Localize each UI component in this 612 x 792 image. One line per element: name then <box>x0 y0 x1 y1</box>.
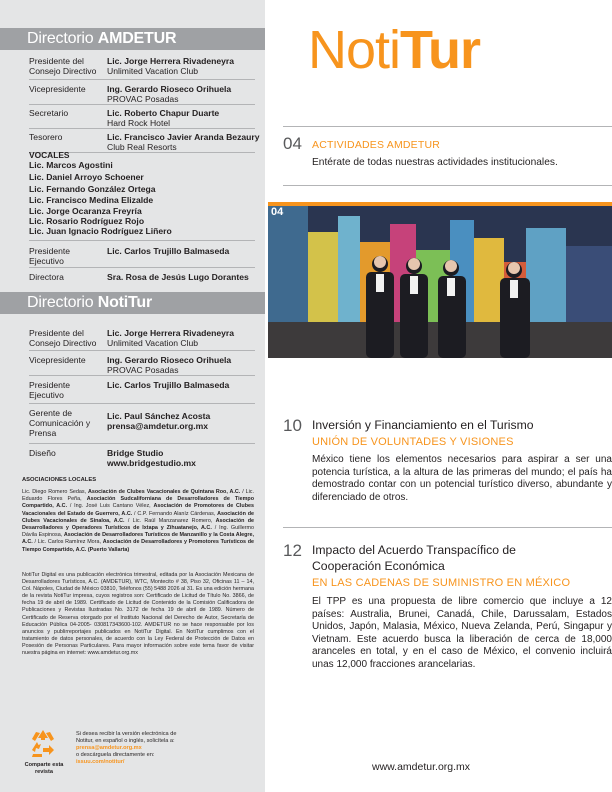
person-name: Bridge Studio <box>107 448 164 458</box>
section-number: 10 <box>283 416 302 435</box>
divider <box>29 79 255 80</box>
legal-notice: NotiTur Digital es una publicación electrónica trimestral, editada por la Asociación Mexicana de Desarrolladores Turísticos, A.C. (AMDETUR), WTC, Montecito # 38, Piso 32, Oficinas 11 – 14, Col. Nápoles, Ciudad de México 03810, Teléfonos (55) 5488 2026 al 31. Es una edición hermana de la revista NotiTur impresa, cuyos registros son: Certificado de Licitud de Título No. 3866, de fecha 19 de abril de 1989. Certificado de Licitud de Contenido de la Comisión Calificadora de Publicaciones y Revistas Ilustradas No. 3172 de fecha 19 de abril de 1989. Número de Certificado de Reserva otorgado por el Instituto Nacional del Derecho de Autor, Secretaría de Educación Pública 04-2005- 030817343600-102. AMDETUR no se hace responsable por los anuncios y publirreportajes publicados en NotiTur Digital. En NotiTur cumplimos con el tratamiento de datos personales, de acuerdo con la Ley Federal de Protección de Datos en Posesión de Personas Particulares. Para mayor información sobre este tema favor de visitar nuestra página en internet: www.amdetur.org.mx <box>22 572 254 657</box>
vocales-heading: VOCALES <box>29 150 70 160</box>
section-title[interactable]: Impacto del Acuerdo Transpacífico de <box>312 543 516 557</box>
amdetur-directory-title: Directorio AMDETUR <box>27 30 177 47</box>
person-name: Lic. Roberto Chapur Duarte <box>107 108 220 118</box>
notitur-directory-band <box>0 292 265 314</box>
section-description: El TPP es una propuesta de libre comercio que incluye a 12 países: Australia, Brunei, Canadá, Chile, Darussalam, Estados Unidos, Japón, Malasia, México, Nueva Zelanda, Perú, Singapur y Vietnam. Este acuerdo busca la liberación de cerca de 18,000 aranceles en total, y en el caso de México, el convenio incluirá unas 12,000 fracciones arancelarias. <box>312 596 612 670</box>
role-label: Directora <box>29 272 64 282</box>
share-label: Comparte esta revista <box>24 762 64 775</box>
vocal-name: Lic. Daniel Arroyo Schoener <box>29 172 144 182</box>
vocal-name: Lic. Francisco Medina Elizalde <box>29 195 154 205</box>
role-label: Gerente de Comunicación y Prensa <box>29 408 91 438</box>
person-name: Lic. Jorge Herrera Rivadeneyra <box>107 56 235 66</box>
vocal-name: Lic. Jorge Ocaranza Freyría <box>29 206 142 216</box>
role-label: Diseño <box>29 448 56 458</box>
directory-column <box>0 0 265 792</box>
role-label: Presidente del Consejo Directivo <box>29 56 97 76</box>
event-photo <box>268 202 612 358</box>
section-description: Entérate de todas nuestras actividades institucionales. <box>312 157 558 168</box>
role-label: Vicepresidente <box>29 84 86 94</box>
subscription-email[interactable]: prensa@amdetur.org.mx <box>76 745 142 751</box>
issuu-link[interactable]: issuu.com/notitur/ <box>76 759 125 765</box>
company-name: Club Real Resorts <box>107 142 177 152</box>
notitur-logo: NotiTur <box>308 20 481 80</box>
divider <box>29 443 255 444</box>
photo-page-number: 04 <box>271 206 284 218</box>
divider <box>29 350 255 351</box>
section-subtitle: EN LAS CADENAS DE SUMINISTRO EN MÉXICO <box>312 577 571 589</box>
role-label: Presidente del Consejo Directivo <box>29 328 97 348</box>
subscription-note: Si desea recibir la versión electrónica de Notitur, en español o inglés, solicítela a: prensa@amdetur.org.mx o descárguela directamente en: issuu.com/notitur/ <box>76 731 177 765</box>
vocal-name: Lic. Fernando González Ortega <box>29 184 156 194</box>
section-number: 04 <box>283 134 302 153</box>
person-name: Ing. Gerardo Rioseco Orihuela <box>107 84 232 94</box>
role-label: Tesorero <box>29 132 63 142</box>
notitur-directory-title: Directorio NotiTur <box>27 294 153 311</box>
recycle-icon <box>28 728 58 758</box>
divider <box>29 375 255 376</box>
person-name: Ing. Gerardo Rioseco Orihuela <box>107 355 232 365</box>
section-number: 12 <box>283 541 302 560</box>
vocal-name: Lic. Juan Ignacio Rodríguez Liñero <box>29 226 172 236</box>
section-title-line2[interactable]: Cooperación Económica <box>312 559 445 573</box>
role-label: Presidente Ejecutivo <box>29 380 71 400</box>
role-label: Secretario <box>29 108 69 118</box>
person-name: Lic. Carlos Trujillo Balmaseda <box>107 246 230 256</box>
design-url: www.bridgestudio.mx <box>107 458 196 468</box>
company-name: Unlimited Vacation Club <box>107 66 199 76</box>
footer-url[interactable]: www.amdetur.org.mx <box>372 761 471 773</box>
vocal-name: Lic. Rosario Rodríguez Rojo <box>29 216 145 226</box>
press-email: prensa@amdetur.org.mx <box>107 421 209 431</box>
section-description: México tiene los elementos necesarios para aspirar a ser una potencia turística, a la altura de las primeras del mundo; el país ha demostrado contar con un potencial turístico diverso, abundante y diferenciado de otros. <box>312 454 612 503</box>
person-name: Sra. Rosa de Jesús Lugo Dorantes <box>107 272 249 282</box>
role-label: Vicepresidente <box>29 355 86 365</box>
divider <box>283 527 612 528</box>
company-name: Unlimited Vacation Club <box>107 338 199 348</box>
associations-heading: ASOCIACIONES LOCALES <box>22 477 97 483</box>
company-name: PROVAC Posadas <box>107 94 179 104</box>
company-name: PROVAC Posadas <box>107 365 179 375</box>
amdetur-directory-band <box>0 28 265 50</box>
person-name: Lic. Francisco Javier Aranda Bezaury <box>107 132 260 142</box>
divider <box>29 128 255 129</box>
section-subtitle: UNIÓN DE VOLUNTADES Y VISIONES <box>312 436 514 448</box>
vocal-name: Lic. Marcos Agostini <box>29 160 113 170</box>
company-name: Hard Rock Hotel <box>107 118 171 128</box>
section-title-link[interactable]: ACTIVIDADES AMDETUR <box>312 139 441 151</box>
person-name: Lic. Jorge Herrera Rivadeneyra <box>107 328 235 338</box>
person-name: Lic. Paul Sánchez Acosta <box>107 411 211 421</box>
associations-list: Lic. Diego Romero Sedas, Asociación de Clubes Vacacionales de Quintana Roo, A.C. / Lic. Eduardo Flores Peña, Asociación Sudcaliforniana de Desarrolladores de Tiempo Compartido, A.C. / Ing. José Luis Cantano Vélez, Asociación de Promotores de Clubes Vacacionales del Estado de Guerrero, A.C. / C.P. Fernando Alaníz Cárdenas, Asociación de Clubes Vacacionales de Sinaloa, A.C. / Lic. Raúl Manzanarez Romero, Asociación de Desarrolladores y Operadores Turísticos de Ixtapa y Zihuatanejo, A.C. / Ing. Guillermo Dávila Espinosa, Asociación de Desarrolladores Turísticos de Manzanillo y la Costa Alegre, A.C. / Lic. Carlos Ramírez Mora, Asociación de Desarrolladores y Promotores Turísticos de Tiempo Compartido, A.C. (Puerto Vallarta) <box>22 489 255 553</box>
divider <box>29 267 255 268</box>
divider <box>29 104 255 105</box>
person-name: Lic. Carlos Trujillo Balmaseda <box>107 380 230 390</box>
divider <box>29 403 255 404</box>
section-title[interactable]: Inversión y Financiamiento en el Turismo <box>312 418 534 432</box>
divider <box>283 126 612 127</box>
role-label: Presidente Ejecutivo <box>29 246 71 266</box>
divider <box>283 185 612 186</box>
divider <box>29 240 255 241</box>
